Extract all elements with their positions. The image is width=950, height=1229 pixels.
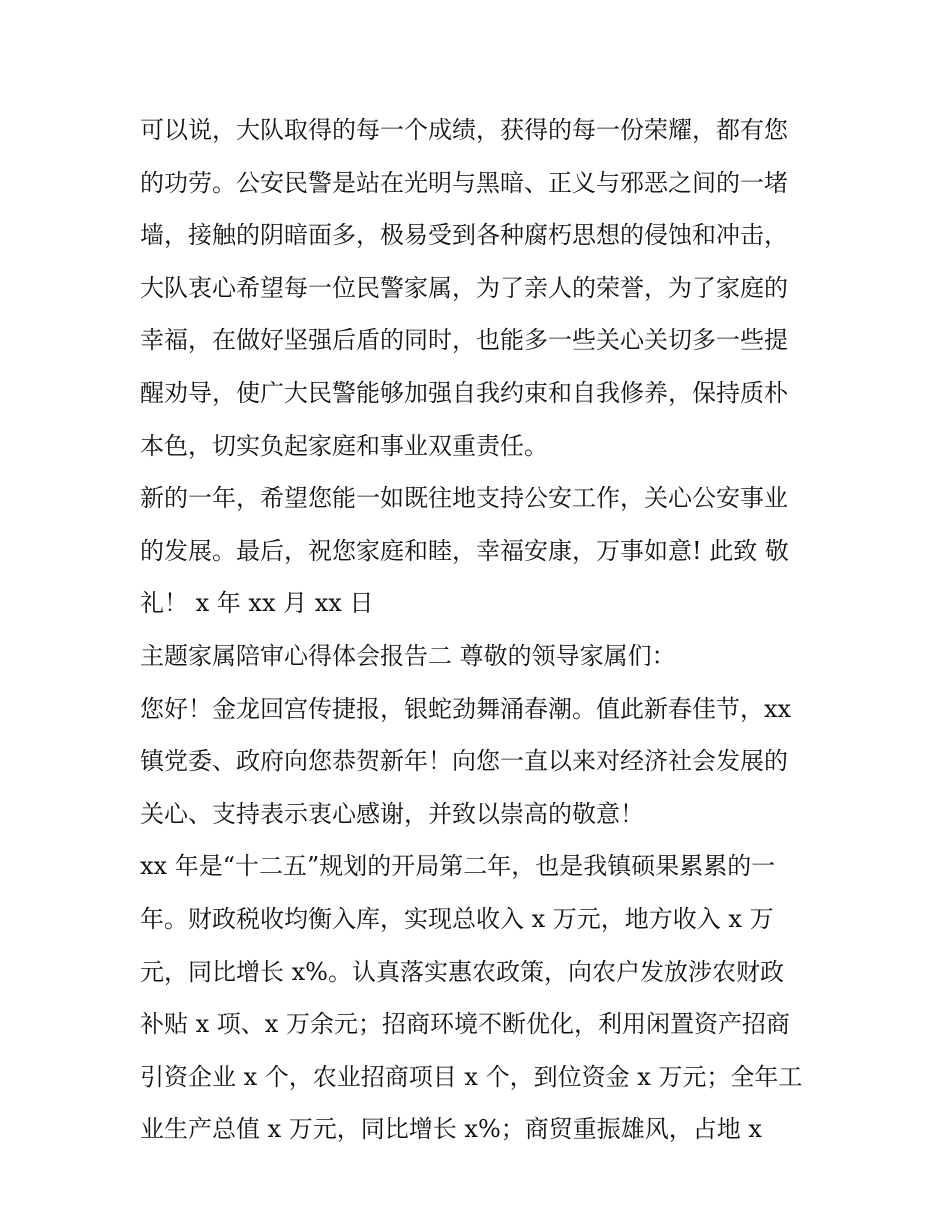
text-line: 引资企业 x 个，农业招商项目 x 个，到位资金 x 万元；全年工	[140, 1062, 803, 1091]
text-line: 本色，切实负起家庭和事业双重责任。	[140, 431, 548, 460]
text-line: 镇党委、政府向您恭贺新年！向您一直以来对经济社会发展的	[140, 747, 788, 776]
text-line: 年。财政税收均衡入库，实现总收入 x 万元，地方收入 x 万	[140, 904, 774, 933]
text-line: 补贴 x 项、x 万余元；招商环境不断优化，利用闲置资产招商	[140, 1010, 790, 1039]
text-line: 业生产总值 x 万元，同比增长 x%；商贸重振雄风，占地 x	[140, 1115, 762, 1144]
text-line: 关心、支持表示衷心感谢，并致以崇高的敬意！	[140, 799, 644, 828]
text-line: 元，同比增长 x%。认真落实惠农政策，向农户发放涉农财政	[140, 957, 784, 986]
text-line: xx 年是“十二五”规划的开局第二年，也是我镇硕果累累的一	[140, 852, 776, 881]
text-line: 大队衷心希望每一位民警家属，为了亲人的荣誉，为了家庭的	[140, 273, 788, 302]
text-line: 醒劝导，使广大民警能够加强自我约束和自我修养，保持质朴	[140, 378, 788, 407]
section-heading: 主题家属陪审心得体会报告二 尊敬的领导家属们：	[140, 641, 676, 670]
text-line: 礼！ x 年 xx 月 xx 日	[140, 589, 374, 618]
text-line: 墙，接触的阴暗面多，极易受到各种腐朽思想的侵蚀和冲击，	[140, 221, 788, 250]
text-line: 的功劳。公安民警是站在光明与黑暗、正义与邪恶之间的一堵	[140, 168, 788, 197]
text-line: 幸福，在做好坚强后盾的同时，也能多一些关心关切多一些提	[140, 326, 788, 355]
text-line: 可以说，大队取得的每一个成绩，获得的每一份荣耀，都有您	[140, 116, 788, 144]
text-line: 的发展。最后，祝您家庭和睦，幸福安康，万事如意! 此致 敬	[140, 536, 789, 565]
document-body	[140, 110, 820, 1162]
text-line: 新的一年，希望您能一如既往地支持公安工作，关心公安事业	[140, 484, 788, 513]
text-line: 您好！金龙回宫传捷报，银蛇劲舞涌春潮。值此新春佳节，xx	[140, 694, 792, 723]
